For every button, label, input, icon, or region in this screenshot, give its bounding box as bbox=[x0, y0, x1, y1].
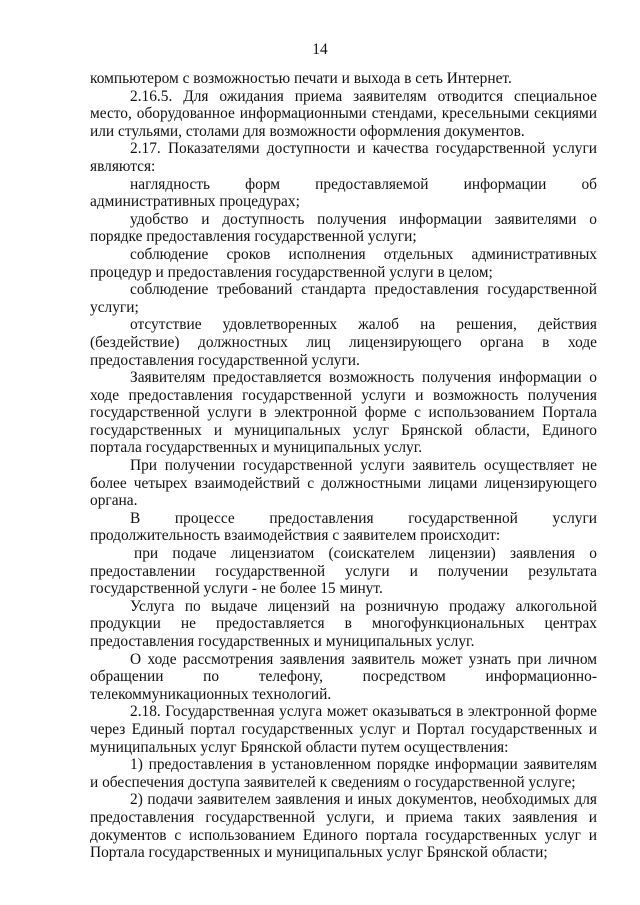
paragraph: удобство и доступность получения информации заявителями о порядке предоставления государственной услуги; bbox=[90, 210, 597, 246]
paragraph: соблюдение требований стандарта предоставления государственной услуги; bbox=[90, 281, 597, 316]
paragraph: В процессе предоставления государственной услуги продолжительность взаимодействия с заявителем происходит: bbox=[90, 509, 597, 545]
document-body bbox=[90, 70, 597, 862]
paragraph: 2.17. Показателями доступности и качества государственной услуги являются: bbox=[90, 140, 597, 175]
paragraph: 2.18. Государственная услуга может оказываться в электронной форме через Единый портал государственных услуг и Портал государственных и муниципальных услуг Брянской области путем осуществления: bbox=[90, 703, 597, 756]
paragraph: соблюдение сроков исполнения отдельных административных процедур и предоставления государственной услуги в целом; bbox=[90, 245, 597, 281]
paragraph: О ходе рассмотрения заявления заявитель может узнать при личном обращении по телефону, посредством информационно-телекоммуникационных технологий. bbox=[90, 650, 597, 703]
paragraph: Услуга по выдаче лицензий на розничную продажу алкогольной продукции не предоставляется в многофункциональных центрах предоставления государственных и муниципальных услуг. bbox=[90, 597, 597, 650]
paragraph: отсутствие удовлетворенных жалоб на решения, действия (бездействие) должностных лиц лицензирующего органа в ходе предоставления государственной услуги. bbox=[90, 316, 597, 369]
paragraph: 2) подачи заявителем заявления и иных документов, необходимых для предоставления государственной услуги, и приема таких заявления и документов с использованием Единого портала государственных услуг и Портала государственных и муниципальных услуг Брянской области; bbox=[90, 791, 597, 862]
paragraph: 1) предоставления в установленном порядке информации заявителям и обеспечения доступа заявителей к сведениям о государственной услуге; bbox=[90, 756, 597, 791]
paragraph: компьютером с возможностью печати и выхода в сеть Интернет. bbox=[90, 70, 512, 87]
paragraph: Заявителям предоставляется возможность получения информации о ходе предоставления государственной услуги и возможность получения государственной услуги в электронной форме с использованием Портала государственных и муниципальных услуг Брянской области, Единого портала государственных и муниципальных услуг. bbox=[90, 369, 597, 457]
paragraph: при подаче лицензиатом (соискателем лицензии) заявления о предоставлении государственной услуги и получении результата государственной услуги - не более 15 минут. bbox=[90, 545, 597, 598]
paragraph: 2.16.5. Для ожидания приема заявителям отводится специальное место, оборудованное информационными стендами, кресельными секциями или стульями, столами для возможности оформления документов. bbox=[90, 87, 597, 140]
page-number: 14 bbox=[312, 41, 328, 58]
paragraph: наглядность форм предоставляемой информации об административных процедурах; bbox=[90, 175, 597, 211]
paragraph: При получении государственной услуги заявитель осуществляет не более четырех взаимодействий с должностными лицами лицензирующего органа. bbox=[90, 457, 597, 510]
